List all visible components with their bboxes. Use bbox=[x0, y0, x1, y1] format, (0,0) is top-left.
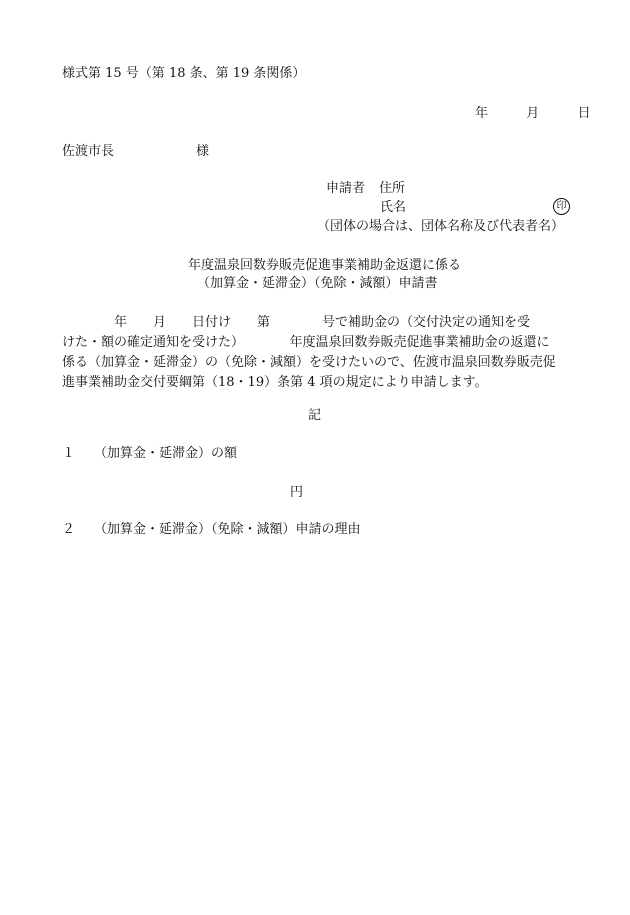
addressee-name: 佐渡市長 bbox=[62, 144, 115, 159]
date-day: 日 bbox=[577, 106, 591, 121]
yen-label: 円 bbox=[290, 485, 304, 500]
ki-heading: 記 bbox=[308, 408, 322, 423]
item-text: （加算金・延滞金）の額 bbox=[94, 446, 238, 461]
form-number: 様式第 15 号（第 18 条、第 19 条関係） bbox=[62, 66, 306, 81]
item-number: １ bbox=[62, 446, 76, 461]
document-title-line1: 年度温泉回数券販売促進事業補助金返還に係る bbox=[188, 258, 462, 273]
addressee-honorific: 様 bbox=[196, 144, 210, 159]
body-line: けた・額の確定通知を受けた） 年度温泉回数券販売促進事業補助金の返還に bbox=[62, 335, 550, 350]
name-label: 氏名 bbox=[380, 200, 407, 215]
item-text: （加算金・延滞金）（免除・減額）申請の理由 bbox=[94, 522, 361, 537]
body-text bbox=[62, 313, 582, 393]
item-1 bbox=[62, 446, 237, 462]
seal-icon: 印 bbox=[553, 198, 570, 215]
date-line bbox=[475, 106, 591, 122]
addressee bbox=[62, 144, 209, 160]
applicant-label: 申請者 bbox=[326, 181, 366, 196]
address-label: 住所 bbox=[379, 181, 406, 196]
date-month: 月 bbox=[526, 106, 540, 121]
group-note: （団体の場合は、団体名称及び代表者名） bbox=[317, 219, 565, 234]
applicant-row bbox=[326, 181, 405, 197]
date-year: 年 bbox=[475, 106, 489, 121]
body-line: 進事業補助金交付要綱第（18・19）条第 4 項の規定により申請します。 bbox=[62, 375, 488, 390]
item-number: ２ bbox=[62, 522, 76, 537]
body-line: 年 月 日付け 第 号で補助金の（交付決定の通知を受 bbox=[62, 315, 531, 330]
item-2 bbox=[62, 522, 361, 538]
body-line: 係る（加算金・延滞金）の（免除・減額）を受けたいので、佐渡市温泉回数券販売促 bbox=[62, 355, 556, 370]
document-title-line2: （加算金・延滞金）（免除・減額）申請書 bbox=[197, 276, 438, 291]
